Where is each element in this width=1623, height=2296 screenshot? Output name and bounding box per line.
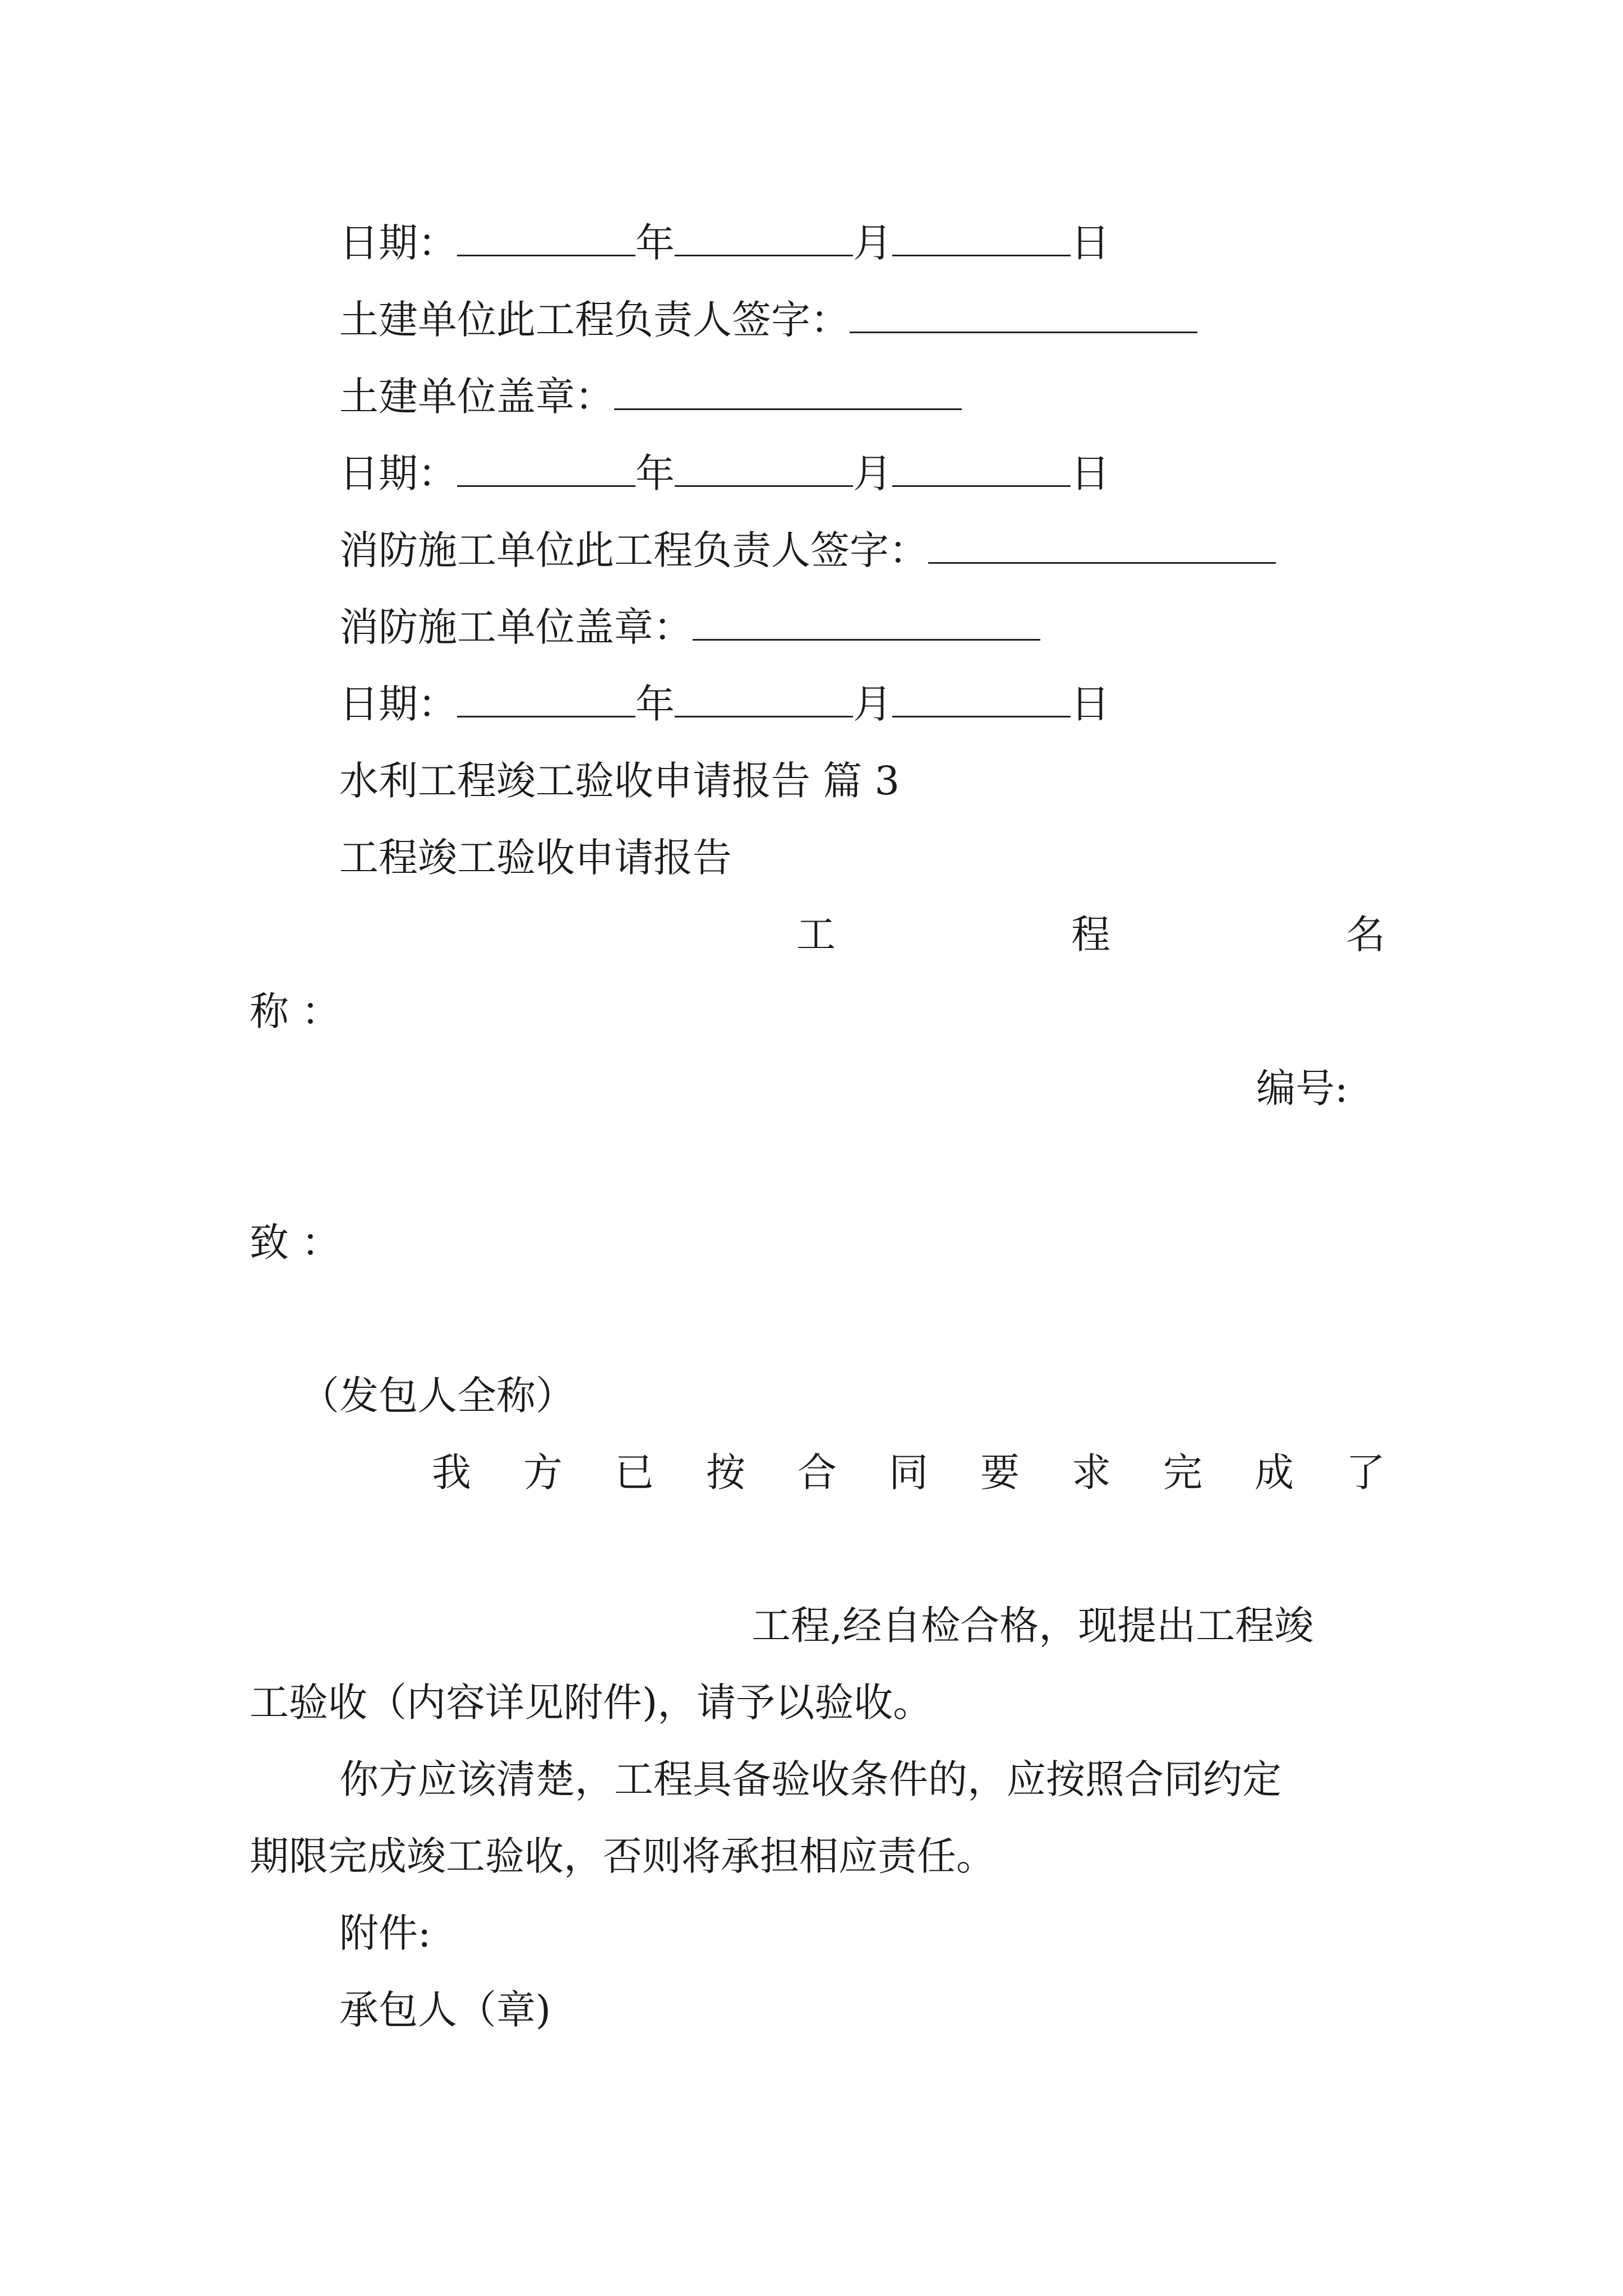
day-label: 日 (1071, 450, 1110, 496)
fire-sign-line (339, 519, 1276, 581)
statement-char: 我 (432, 1450, 471, 1496)
report-title: 工程竣工验收申请报告 (339, 835, 732, 881)
civil-seal-blank[interactable] (614, 371, 962, 410)
civil-sign-label: 土建单位此工程负责人签字： (339, 297, 850, 343)
contractor-label: 承包人（章) (339, 1987, 551, 2033)
statement-char: 方 (523, 1450, 562, 1496)
fire-seal-blank[interactable] (693, 602, 1040, 641)
day-label: 日 (1071, 220, 1110, 266)
year-blank[interactable] (457, 679, 635, 717)
year-label: 年 (635, 450, 675, 496)
month-label: 月 (853, 450, 892, 496)
fire-sign-blank[interactable] (928, 525, 1276, 564)
month-blank[interactable] (675, 218, 853, 256)
to-label: 致 ： (250, 1220, 341, 1266)
statement-char: 完 (1163, 1450, 1202, 1496)
date-line-3 (339, 673, 1110, 735)
civil-seal-line (339, 366, 962, 427)
year-blank[interactable] (457, 218, 635, 256)
date-label: 日期： (339, 220, 457, 266)
month-blank[interactable] (675, 679, 853, 717)
employer-label: （发包人全称） (300, 1373, 575, 1419)
attachment-label: 附件: (339, 1910, 431, 1956)
date-label: 日期： (339, 450, 457, 496)
year-label: 年 (635, 220, 675, 266)
statement-char: 成 (1255, 1450, 1294, 1496)
fire-seal-label: 消防施工单位盖章： (339, 604, 693, 650)
statement-char: 同 (889, 1450, 928, 1496)
fire-sign-label: 消防施工单位此工程负责人签字： (339, 527, 928, 573)
statement-spread (432, 1442, 1385, 1503)
section-title: 水利工程竣工验收申请报告 篇 3 (339, 758, 900, 804)
civil-sign-line (339, 289, 1197, 351)
statement-char: 已 (615, 1450, 654, 1496)
day-label: 日 (1071, 681, 1110, 727)
statement-cont-2: 工验收（内容详见附件)，请予以验收。 (250, 1680, 933, 1726)
year-blank[interactable] (457, 448, 635, 487)
project-name-tail: 称 ： (250, 988, 341, 1034)
month-label: 月 (853, 220, 892, 266)
year-label: 年 (635, 681, 675, 727)
date-line-1 (339, 212, 1110, 274)
statement-char: 按 (706, 1450, 745, 1496)
month-blank[interactable] (675, 448, 853, 487)
civil-sign-blank[interactable] (850, 295, 1197, 333)
statement-char: 了 (1346, 1450, 1385, 1496)
notice-line-1: 你方应该清楚，工程具备验收条件的，应按照合同约定 (339, 1756, 1281, 1802)
project-name-char: 工 (796, 912, 836, 958)
statement-char: 求 (1072, 1450, 1111, 1496)
date-line-2 (339, 443, 1110, 504)
project-name-spread (796, 904, 1385, 965)
project-name-char: 名 (1346, 912, 1385, 958)
statement-cont-1: 工程,经自检合格，现提出工程竣 (751, 1603, 1314, 1649)
day-blank[interactable] (892, 218, 1071, 256)
number-label: 编号: (1256, 1065, 1348, 1111)
project-name-char: 程 (1071, 912, 1110, 958)
statement-char: 要 (980, 1450, 1020, 1496)
civil-seal-label: 土建单位盖章： (339, 374, 614, 420)
date-label: 日期： (339, 681, 457, 727)
month-label: 月 (853, 681, 892, 727)
day-blank[interactable] (892, 448, 1071, 487)
day-blank[interactable] (892, 679, 1071, 717)
statement-char: 合 (797, 1450, 837, 1496)
fire-seal-line (339, 596, 1040, 658)
notice-line-2: 期限完成竣工验收，否则将承担相应责任。 (250, 1833, 995, 1879)
